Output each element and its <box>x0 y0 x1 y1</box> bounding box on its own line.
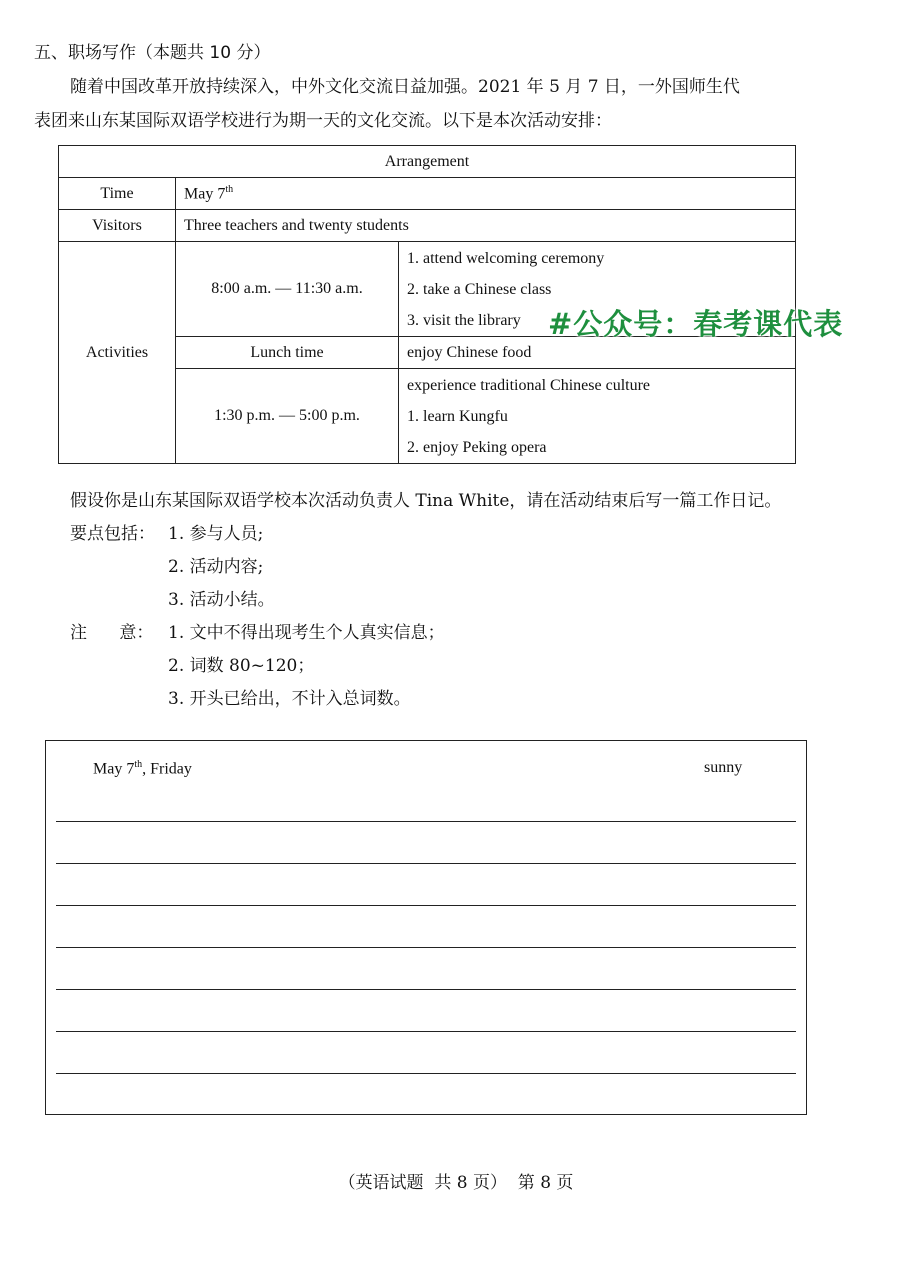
note-item: 2. 词数 80~120； <box>168 656 315 676</box>
morning-item: 3. visit the library <box>407 311 521 329</box>
intro-line-1: 随着中国改革开放持续深入，中外文化交流日益加强。2021 年 5 月 7 日，一外国师生代 <box>70 77 740 97</box>
afternoon-intro: experience traditional Chinese culture <box>407 376 651 394</box>
afternoon-time: 1:30 p.m. — 5:00 p.m. <box>176 369 399 464</box>
point-item: 2. 活动内容; <box>168 557 264 577</box>
note-item: 1. 文中不得出现考生个人真实信息； <box>168 623 445 643</box>
morning-item: 2. take a Chinese class <box>407 280 552 298</box>
writing-line[interactable] <box>56 989 796 990</box>
afternoon-item: 2. enjoy Peking opera <box>407 438 547 456</box>
writing-line[interactable] <box>56 905 796 906</box>
section-title: 五、职场写作（本题共 10 分） <box>34 43 271 63</box>
lunch-time: Lunch time <box>176 337 399 369</box>
points-label: 要点包括： <box>70 524 155 544</box>
page-footer: （英语试题 共 8 页） 第 8 页 <box>338 1173 574 1193</box>
table-title: Arrangement <box>59 146 796 178</box>
writing-line[interactable] <box>56 947 796 948</box>
morning-time: 8:00 a.m. — 11:30 a.m. <box>176 242 399 337</box>
activities-label: Activities <box>59 242 176 464</box>
lunch-item: enjoy Chinese food <box>399 337 796 369</box>
task-prompt: 假设你是山东某国际双语学校本次活动负责人 Tina White，请在活动结束后写一篇工作日记。 <box>70 491 782 511</box>
writing-line[interactable] <box>56 1073 796 1074</box>
time-label: Time <box>59 178 176 210</box>
intro-line-2: 表团来山东某国际双语学校进行为期一天的文化交流。以下是本次活动安排： <box>34 111 612 131</box>
writing-line[interactable] <box>56 1031 796 1032</box>
note-item: 3. 开头已给出，不计入总词数。 <box>168 689 411 709</box>
diary-date: May 7th, Friday <box>93 759 192 778</box>
watermark: #公众号：春考课代表 <box>548 307 844 341</box>
visitors-label: Visitors <box>59 210 176 242</box>
notes-label: 注 意： <box>70 623 154 643</box>
afternoon-item: 1. learn Kungfu <box>407 407 508 425</box>
writing-line[interactable] <box>56 863 796 864</box>
time-value: May 7th <box>176 178 796 210</box>
point-item: 1. 参与人员; <box>168 524 264 544</box>
visitors-value: Three teachers and twenty students <box>176 210 796 242</box>
writing-line[interactable] <box>56 821 796 822</box>
point-item: 3. 活动小结。 <box>168 590 275 610</box>
answer-box[interactable] <box>45 740 807 1115</box>
afternoon-activities <box>399 369 796 464</box>
diary-weather: sunny <box>704 759 743 776</box>
morning-item: 1. attend welcoming ceremony <box>407 249 605 267</box>
